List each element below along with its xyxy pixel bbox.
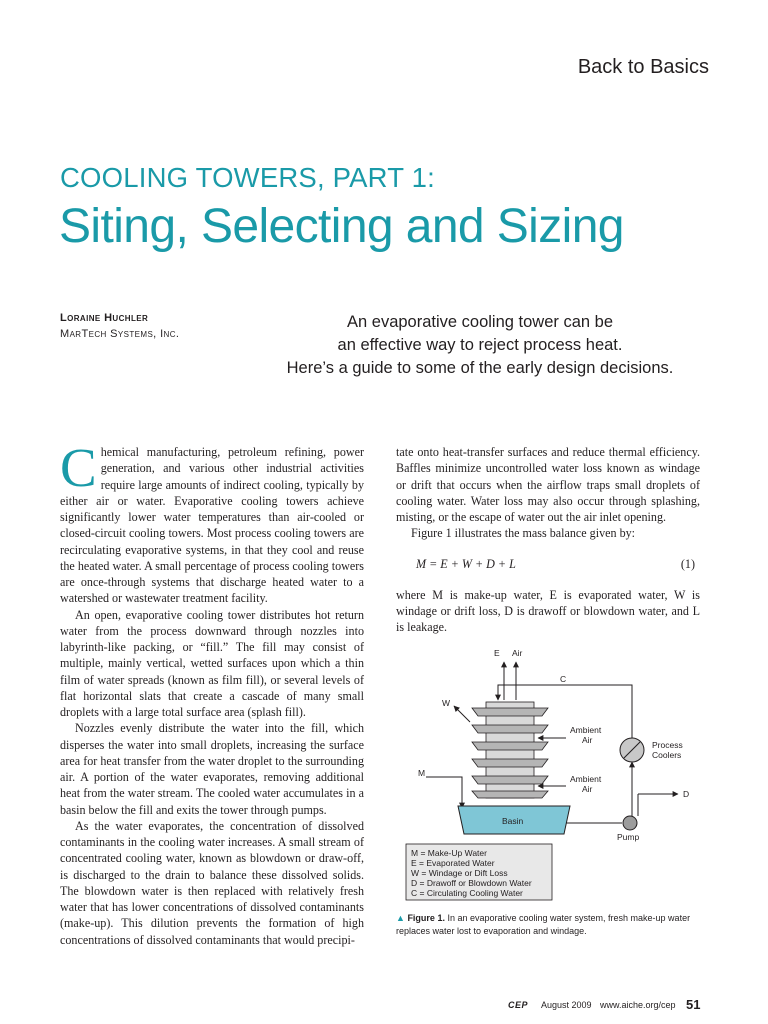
equation xyxy=(396,548,700,581)
author-affiliation: MarTech Systems, Inc. xyxy=(60,328,180,340)
caption-label: Figure 1. xyxy=(407,913,445,923)
body-column-left xyxy=(60,437,364,948)
pump-symbol xyxy=(623,816,637,830)
label-coolers: Coolers xyxy=(652,750,682,760)
fill-slat xyxy=(472,776,548,784)
label-ambient-2: Ambient xyxy=(570,774,602,784)
equation-text: M = E + W + D + L xyxy=(416,556,516,571)
equation-number: (1) xyxy=(680,556,695,571)
body-column-right xyxy=(396,444,700,635)
make-up-water-line xyxy=(426,777,462,808)
deck-line: an effective way to reject process heat. xyxy=(337,336,623,354)
label-pump: Pump xyxy=(617,832,640,842)
label-d: D xyxy=(683,789,690,799)
windage-arrow xyxy=(454,706,470,722)
legend-entry: E = Evaporated Water xyxy=(411,858,495,868)
label-e: E xyxy=(494,648,500,658)
fill-slat xyxy=(472,791,548,798)
legend-entry: C = Circulating Cooling Water xyxy=(411,888,523,898)
author-name: Loraine Huchler xyxy=(60,312,149,324)
fill-slat xyxy=(472,759,548,767)
label-w: W xyxy=(442,698,451,708)
tower-fill xyxy=(472,702,548,798)
legend-entry: M = Make-Up Water xyxy=(411,848,487,858)
deck-line: Here’s a guide to some of the early design decisions. xyxy=(286,359,674,377)
article-deck xyxy=(250,311,710,380)
figure-1-diagram xyxy=(396,646,716,906)
cooling-tower-diagram xyxy=(396,646,716,906)
label-basin: Basin xyxy=(502,816,524,826)
body-paragraph: As the water evaporates, the concentration of dissolved contaminants in the cooling water increases. A small stream of concentrated cooling water, known as blowdown or draw-off, is discharged to the drain to balance these dissolved solids. The blowdown water is then replaced with relatively fresh water that has lower concentrations of dissolved contaminants (make-up). This dilution prevents the formation of high concentrations of dissolved contaminants that would precipi- xyxy=(60,818,364,947)
label-air-top: Air xyxy=(512,648,523,658)
body-paragraph: Figure 1 illustrates the mass balance given by: xyxy=(411,526,636,541)
fill-slat xyxy=(472,725,548,733)
label-process: Process xyxy=(652,740,683,750)
deck-line: An evaporative cooling tower can be xyxy=(347,313,613,331)
label-m: M xyxy=(418,768,426,778)
body-paragraph: An open, evaporative cooling tower distributes hot return water from the process downward through nozzles into labyrinth-like packing, or “fill.” The fill may consist of multiple, mainly vertical, wetted surfaces upon which a thin film of water spreads (known as film fill), or several levels of flat horizontal slats that create a cascade of many small droplets with a large total surface area (splash fill). xyxy=(60,607,364,719)
drop-cap: C xyxy=(60,437,97,498)
body-paragraph: tate onto heat-transfer surfaces and reduce thermal efficiency. Baffles minimize uncontrolled water loss known as windage or drift that occurs when the airflow traps small droplets of cooling water. Water loss may also occur through splashing, misting, or the escape of water out the air inlet opening. xyxy=(396,445,700,524)
issue-date: August 2009 xyxy=(541,1000,592,1010)
journal-url[interactable]: www.aiche.org/cep xyxy=(600,1000,676,1010)
fill-slat xyxy=(472,742,548,750)
body-paragraph xyxy=(60,437,364,607)
article-title: Siting, Selecting and Sizing xyxy=(59,200,624,253)
label-ambient-1b: Air xyxy=(582,735,593,745)
legend-entry: D = Drawoff or Blowdown Water xyxy=(411,878,532,888)
page-footer xyxy=(496,998,708,1014)
label-ambient-1: Ambient xyxy=(570,725,602,735)
legend-entry: W = Windage or Dift Loss xyxy=(411,868,508,878)
figure-caption xyxy=(396,912,706,937)
caption-triangle-icon: ▲ xyxy=(396,913,405,923)
article-kicker: COOLING TOWERS, PART 1: xyxy=(60,162,435,193)
body-paragraph: where M is make-up water, E is evaporated water, W is windage or drift loss, D is drawoff or blowdown water, and L is leakage. xyxy=(396,587,700,634)
body-paragraph: Nozzles evenly distribute the water into the fill, which disperses the water into small droplets, increasing the surface area for heat transfer from the water droplet to the surrounding air. A portion of the water evaporates, removing additional heat from the water stream. The cooled water accumulates in a basin below the fill and exits the tower through pumps. xyxy=(60,721,364,817)
label-ambient-2b: Air xyxy=(582,784,593,794)
caption-text: In an evaporative cooling water system, fresh make-up water replaces water lost to evaporation and windage. xyxy=(396,913,691,936)
journal-logo: CEP xyxy=(508,1000,529,1010)
label-c: C xyxy=(560,674,567,684)
fill-slat xyxy=(472,708,548,716)
page-number: 51 xyxy=(686,997,701,1012)
section-label: Back to Basics xyxy=(577,56,709,78)
paragraph-text: hemical manufacturing, petroleum refining, power generation, and various other industrial activities require large amounts of indirect cooling, typically by either air or water. Evaporative cooling towers achieve significantly lower water temperatures than air-cooled or closed-circuit cooling towers. Most process cooling towers are recirculating evaporative systems, in that they cool and reuse the heated water. A small percentage of process cooling towers are once-through systems that discharge heated water to a watershed or wastewater treatment facility. xyxy=(60,445,364,606)
